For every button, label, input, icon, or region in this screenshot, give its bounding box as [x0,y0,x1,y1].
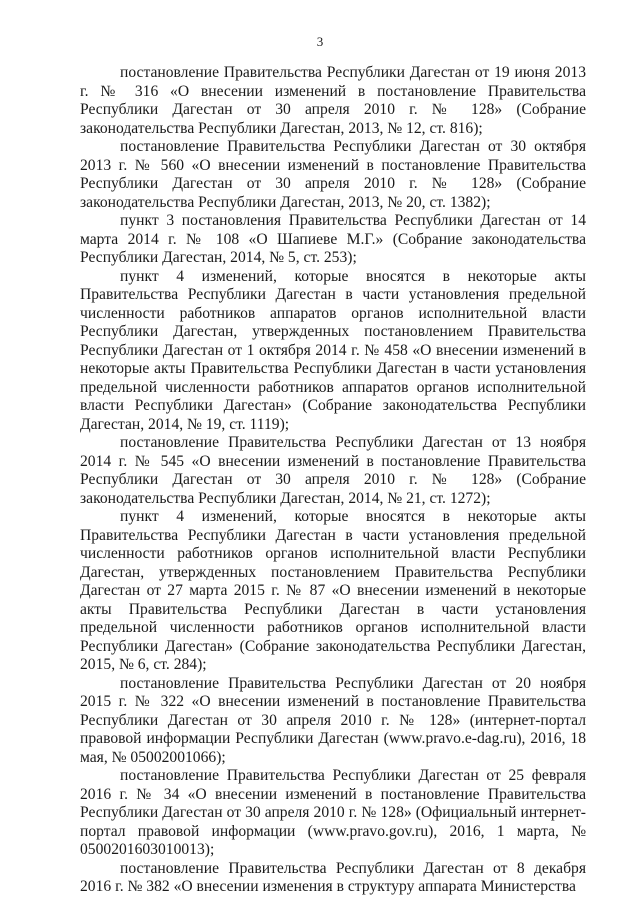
paragraph: постановление Правительства Республики Дагестан от 20 ноября 2015 г. № 322 «О внесении изменений в постановление Правительства Республики Дагестан от 30 апреля 2010 г. № 128» (интернет-портал правовой информации Республики Дагестан (www.pravo.e-dag.ru), 2016, 18 мая, № 05002001066); [80,674,586,766]
document-body [80,64,586,897]
page-number: 3 [316,34,324,49]
paragraph: постановление Правительства Республики Дагестан от 30 октября 2013 г. № 560 «О внесении изменений в постановление Правительства Республики Дагестан от 30 апреля 2010 г. № 128» (Собрание законодательства Республики Дагестан, 2013, № 20, ст. 1382); [80,138,586,211]
paragraph: постановление Правительства Республики Дагестан от 13 ноября 2014 г. № 545 «О внесении изменений в постановление Правительства Республики Дагестан от 30 апреля 2010 г. № 128» (Собрание законодательства Республики Дагестан, 2014, № 21, ст. 1272); [80,434,586,507]
paragraph: пункт 4 изменений, которые вносятся в некоторые акты Правительства Республики Дагестан в части установления предельной численности работников органов исполнительной власти Республики Дагестан, утвержденных постановлением Правительства Республики Дагестан от 27 марта 2015 г. № 87 «О внесении изменений в некоторые акты Правительства Республики Дагестан в части установления предельной численности работников органов исполнительной власти Республики Дагестан» (Собрание законодательства Республики Дагестан, 2015, № 6, ст. 284); [80,508,586,673]
paragraph: пункт 3 постановления Правительства Республики Дагестан от 14 марта 2014 г. № 108 «О Шапиеве М.Г.» (Собрание законодательства Республики Дагестан, 2014, № 5, ст. 253); [80,212,586,266]
paragraph: постановление Правительства Республики Дагестан от 19 июня 2013 г. № 316 «О внесении изменений в постановление Правительства Республики Дагестан от 30 апреля 2010 г. № 128» (Собрание законодательства Республики Дагестан, 2013, № 12, ст. 816); [80,64,586,137]
paragraph: постановление Правительства Республики Дагестан от 8 декабря 2016 г. № 382 «О внесении изменения в структуру аппарата Министерства [80,859,586,895]
paragraph: постановление Правительства Республики Дагестан от 25 февраля 2016 г. № 34 «О внесении изменений в постановление Правительства Республики Дагестан от 30 апреля 2010 г. № 128» (Официальный интернет-портал правовой информации (www.pravo.gov.ru), 2016, 1 марта, № 0500201603010013); [80,767,586,858]
paragraph: пункт 4 изменений, которые вносятся в некоторые акты Правительства Республики Дагестан в части установления предельной численности работников аппаратов органов исполнительной власти Республики Дагестан, утвержденных постановлением Правительства Республики Дагестан от 1 октября 2014 г. № 458 «О внесении изменений в некоторые акты Правительства Республики Дагестан в части установления предельной численности работников аппаратов органов исполнительной власти Республики Дагестан» (Собрание законодательства Республики Дагестан, 2014, № 19, ст. 1119); [80,267,586,433]
